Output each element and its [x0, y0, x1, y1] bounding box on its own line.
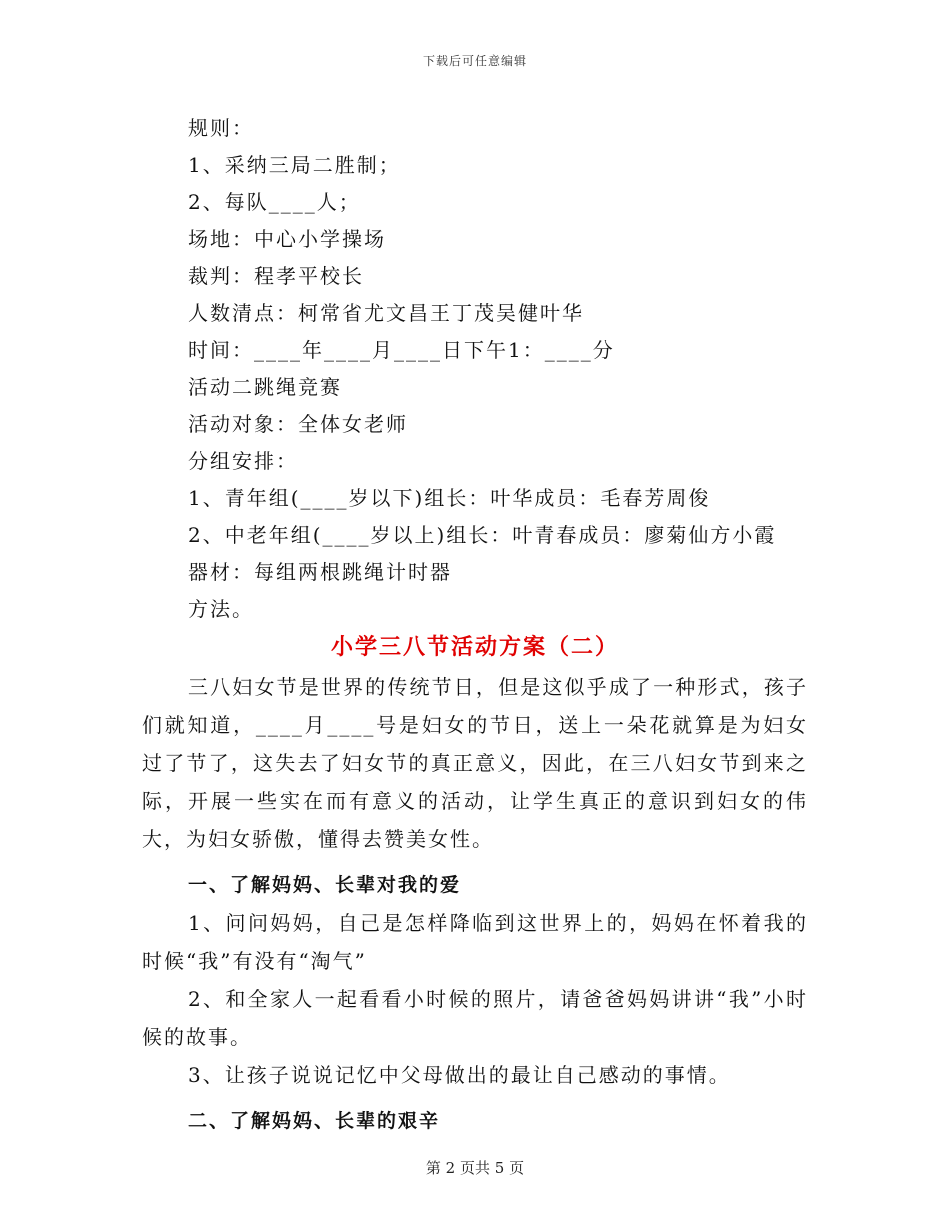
- page-header: 下载后可任意编辑: [422, 54, 527, 68]
- list-item: 2、和全家人一起看看小时候的照片，请爸爸妈妈讲讲“我”小时候的故事。: [142, 987, 808, 1049]
- rules-line: 活动二跳绳竞赛: [188, 375, 342, 399]
- list-item: 3、让孩子说说记忆中父母做出的最让自己感动的事情。: [188, 1063, 731, 1087]
- rules-line: 1、青年组(____岁以下)组长：叶华成员：毛春芳周俊: [188, 486, 711, 510]
- rules-line: 1、采纳三局二胜制；: [188, 153, 401, 177]
- rules-line: 器材：每组两根跳绳计时器: [188, 560, 452, 584]
- intro-paragraph: 三八妇女节是世界的传统节日，但是这似乎成了一种形式，孩子们就知道，____月____号是妇女的节日，送上一朵花就算是为妇女过了节了，这失去了妇女节的真正意义，因此，在三八妇女节到来之际，开展一些实在而有意义的活动，让学生真正的意识到妇女的伟大，为妇女骄傲，懂得去赞美女性。: [142, 675, 808, 851]
- rules-line: 分组安排：: [188, 449, 298, 473]
- rules-line: 裁判：程孝平校长: [188, 264, 364, 288]
- rules-line: 规则：: [188, 116, 254, 140]
- rules-line: 人数清点：柯常省尤文昌王丁茂吴健叶华: [188, 301, 584, 325]
- rules-line: 场地：中心小学操场: [188, 227, 386, 251]
- rules-section: [142, 110, 808, 628]
- rules-line: 活动对象：全体女老师: [188, 412, 408, 436]
- rules-line: 时间：____年____月____日下午1：____分: [188, 338, 615, 362]
- rules-line: 方法。: [188, 597, 254, 621]
- section1-heading: 一、了解妈妈、长辈对我的爱: [188, 874, 462, 896]
- section2-heading: 二、了解妈妈、长辈的艰辛: [188, 1110, 441, 1132]
- page-footer: 第 2 页共 5 页: [425, 1159, 525, 1177]
- rules-line: 2、中老年组(____岁以上)组长：叶青春成员：廖菊仙方小霞: [188, 523, 777, 547]
- list-item: 1、问问妈妈，自己是怎样降临到这世界上的，妈妈在怀着我的时候“我”有没有“淘气”: [142, 911, 808, 973]
- section-title: 小学三八节活动方案（二）: [330, 635, 619, 660]
- rules-line: 2、每队____人；: [188, 190, 361, 214]
- document-body: [142, 110, 808, 1140]
